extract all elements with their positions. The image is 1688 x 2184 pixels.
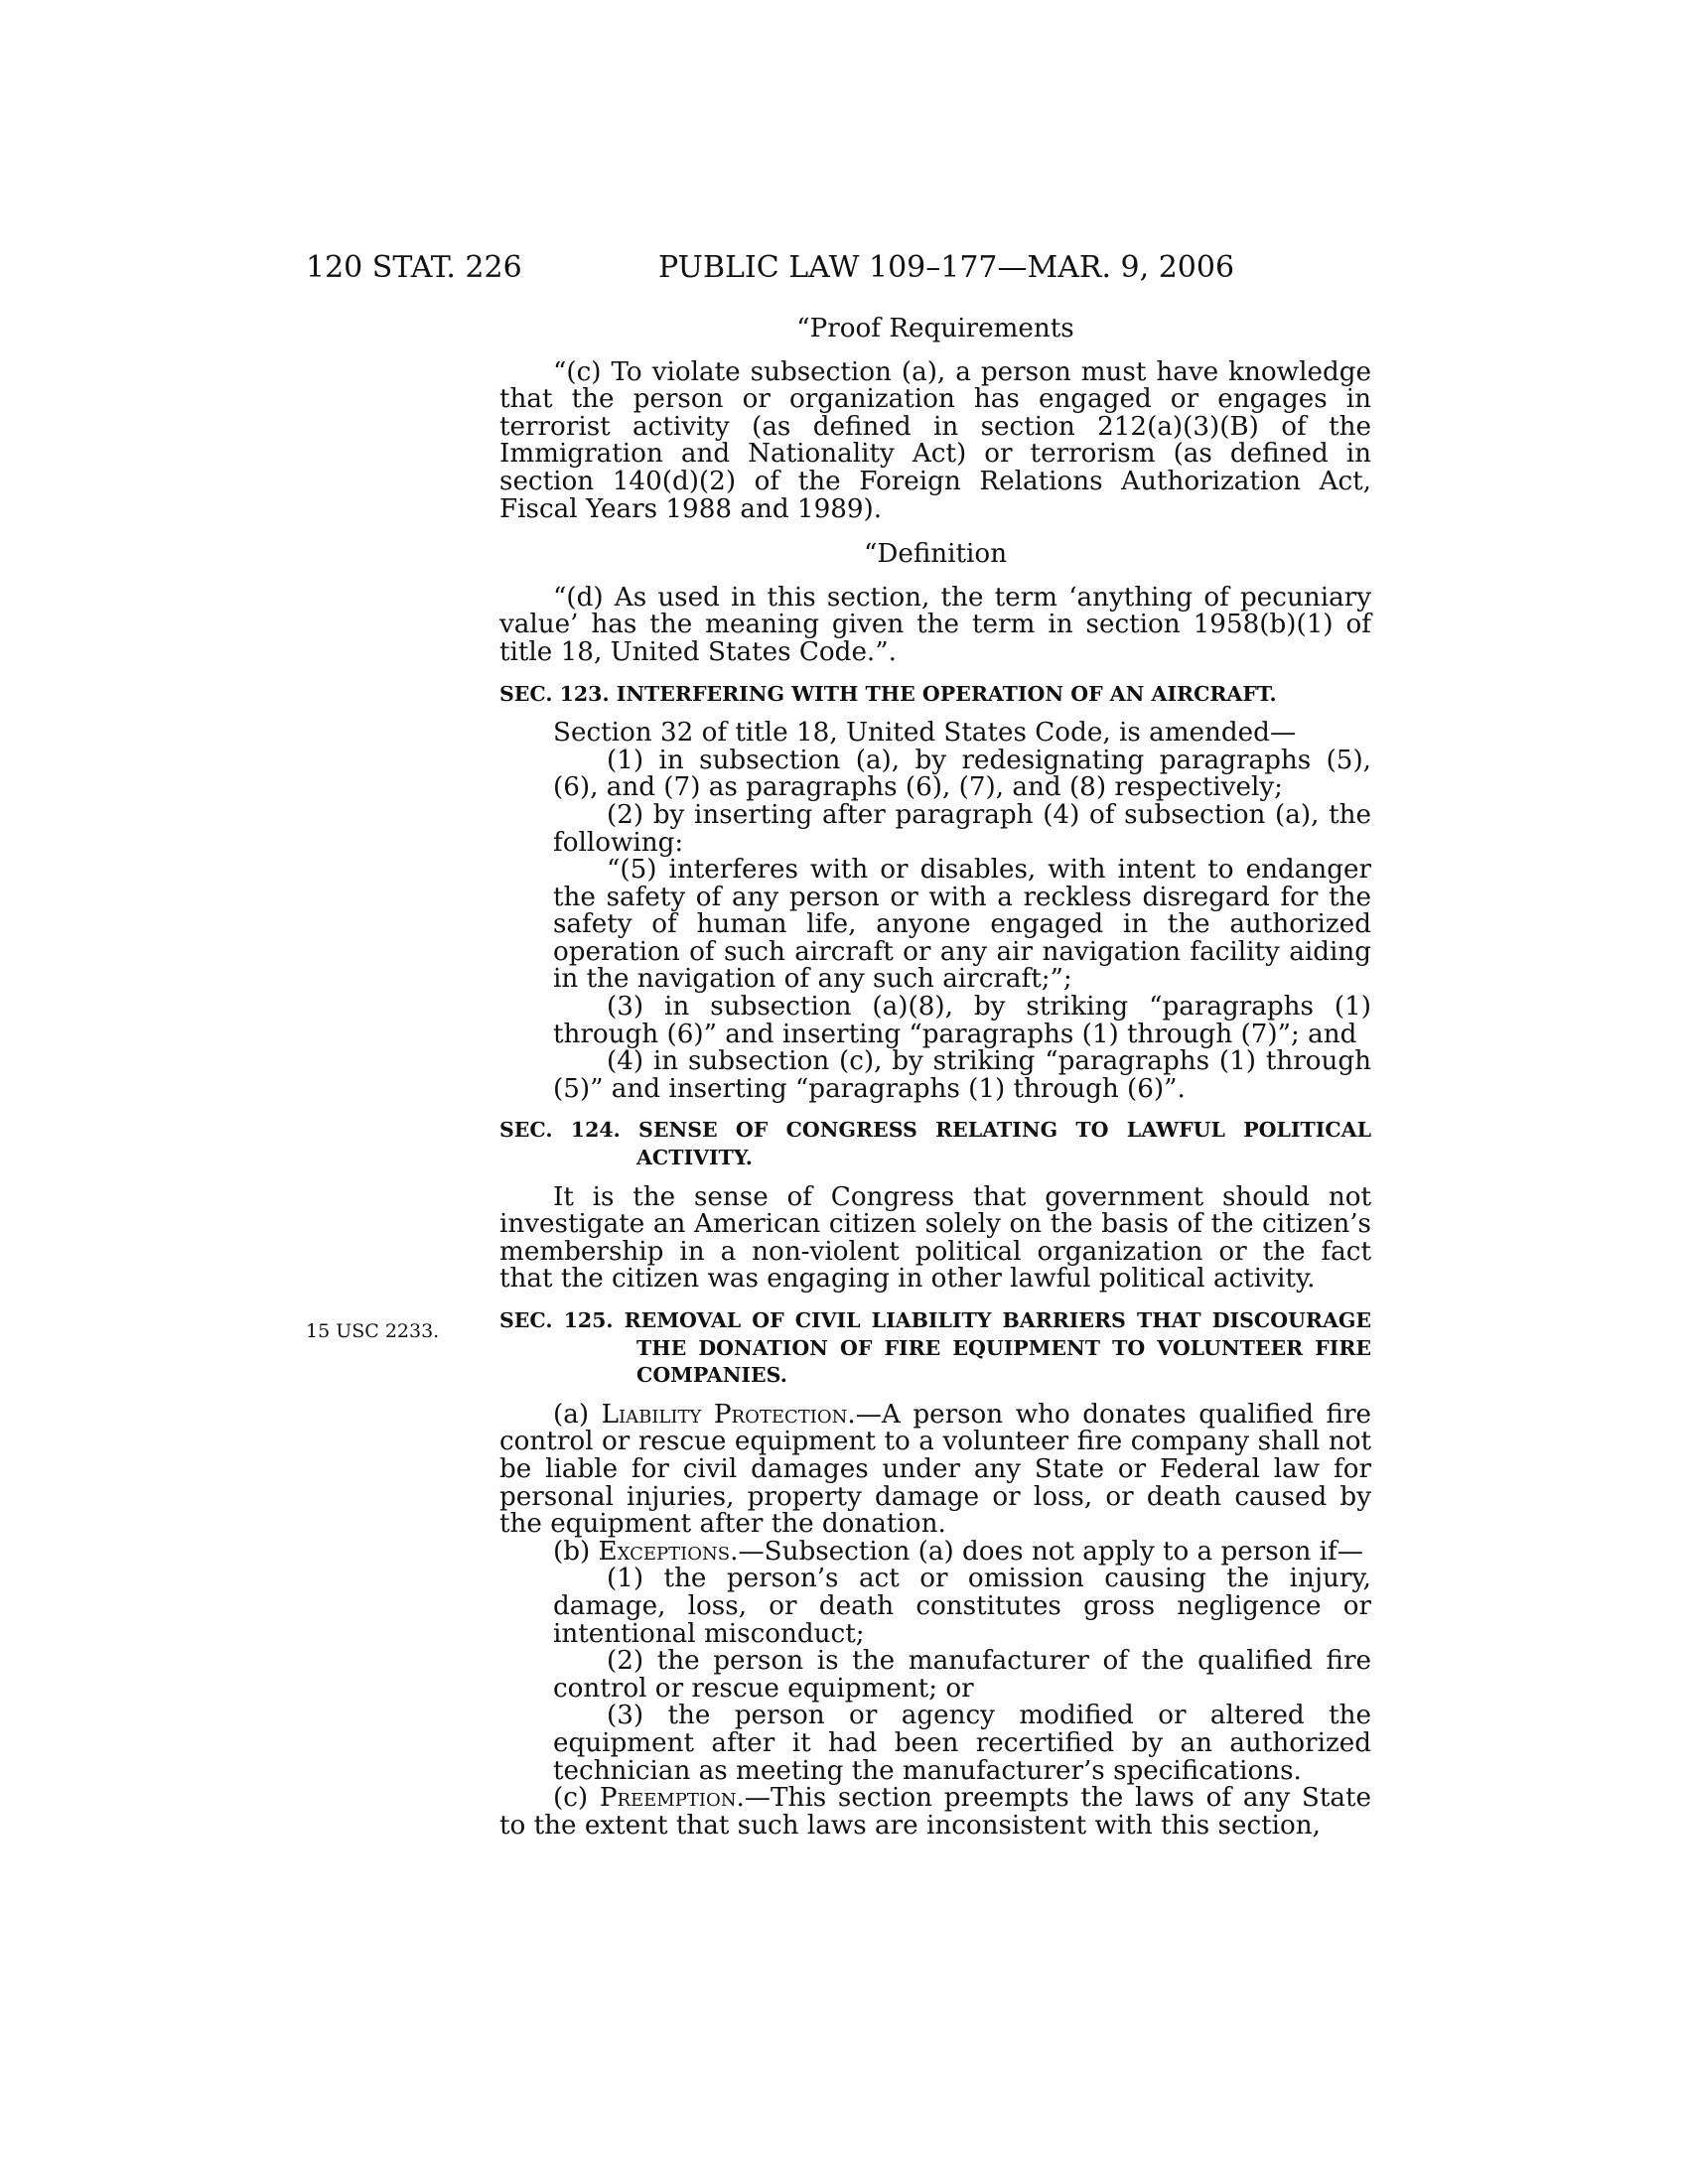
proof-requirements-heading: “Proof Requirements <box>796 314 1074 343</box>
sec-123-inserted-paragraph-5: “(5) interferes with or disables, with intent to endanger the safety of any person or with a reckless disregard for the safety of human life, anyone engaged in the authorized operation of such aircraft or any air navigation facility aiding in the navigation of any such aircraft;”; <box>553 855 1371 995</box>
definition-heading: “Definition <box>863 539 1008 570</box>
subsection-a-label: (a) <box>553 1399 602 1430</box>
sec-125-paragraph-b1: (1) the person’s act or omission causing the injury, damage, loss, or death constitutes gross negligence or intentional misconduct; <box>553 1564 1371 1649</box>
sec-124-text: It is the sense of Congress that government should not investigate an American citizen solely on the basis of the citizen’s membership in a non-violent political organization or the fact that the citizen was engaging in other lawful political activity. <box>499 1181 1371 1295</box>
sec-123-paragraph-4: (4) in subsection (c), by striking “paragraphs (1) through (5)” and inserting “paragraphs (1) through (6)”. <box>553 1046 1371 1104</box>
page-stat-reference: 120 STAT. 226 <box>306 250 522 285</box>
subsection-c-title: Preemption <box>599 1783 737 1814</box>
sec-123-paragraph-1: (1) in subsection (a), by redesignating paragraphs (5), (6), and (7) as paragraphs (6), (7), and (8) respectively; <box>553 745 1371 803</box>
sec-123-intro: Section 32 of title 18, United States Code, is amended— <box>553 718 1297 749</box>
definition-text: “(d) As used in this section, the term ‘anything of pecuniary value’ has the meaning given the term in section 1958(b)(1) of title 18, United States Code.”. <box>499 582 1371 667</box>
sec-125-paragraph-b2: (2) the person is the manufacturer of the qualified fire control or rescue equipment; or <box>553 1646 1371 1704</box>
sec-123-heading: SEC. 123. INTERFERING WITH THE OPERATION OF AN AIRCRAFT. <box>499 681 1277 706</box>
sec-125-heading: SEC. 125. REMOVAL OF CIVIL LIABILITY BARRIERS THAT DISCOURAGE THE DONATION OF FIRE EQUIPMENT TO VOLUNTEER FIRE COMPANIES. <box>499 1308 1371 1388</box>
sec-125-paragraph-b3: (3) the person or agency modified or altered the equipment after it had been recertified by an authorized technician as meeting the manufacturer’s specifications. <box>553 1701 1371 1786</box>
sec-125-subsection-b <box>499 1536 1371 1567</box>
subsection-a-text: .—A person who donates qualified fire control or rescue equipment to a volunteer fire company shall not be liable for civil damages under any State or Federal law for personal injuries, property damage or loss, or death caused by the equipment after the donation. <box>499 1399 1371 1540</box>
proof-requirements-text: “(c) To violate subsection (a), a person must have knowledge that the person or organization has engaged or engages in terrorist activity (as defined in section 212(a)(3)(B) of the Immigration and Nationality Act) or terrorism (as defined in section 140(d)(2) of the Foreign Relations Authorization Act, Fiscal Years 1988 and 1989). <box>499 356 1371 524</box>
subsection-b-text: .—Subsection (a) does not apply to a person if— <box>730 1536 1363 1567</box>
subsection-b-title: Exceptions <box>598 1536 731 1567</box>
running-header-law: PUBLIC LAW 109–177—MAR. 9, 2006 <box>658 250 1235 285</box>
sec-125-subsection-c <box>499 1785 1371 1840</box>
sec-123-paragraph-3: (3) in subsection (a)(8), by striking “paragraphs (1) through (6)” and inserting “paragraphs (1) through (7)”; and <box>553 992 1371 1049</box>
sec-123-paragraph-2: (2) by inserting after paragraph (4) of subsection (a), the following: <box>553 799 1371 858</box>
margin-citation-note: 15 USC 2233. <box>306 1320 440 1342</box>
sec-124-heading: SEC. 124. SENSE OF CONGRESS RELATING TO LAWFUL POLITICAL ACTIVITY. <box>499 1118 1371 1170</box>
body-column <box>499 316 1371 1840</box>
subsection-b-label: (b) <box>553 1536 599 1567</box>
sec-125-subsection-a <box>499 1399 1371 1540</box>
subsection-c-label: (c) <box>553 1783 600 1814</box>
subsection-a-title: Liability Protection <box>601 1399 848 1430</box>
subsection-c-text: .—This section preempts the laws of any State to the extent that such laws are inconsistent with this section, <box>499 1783 1371 1841</box>
